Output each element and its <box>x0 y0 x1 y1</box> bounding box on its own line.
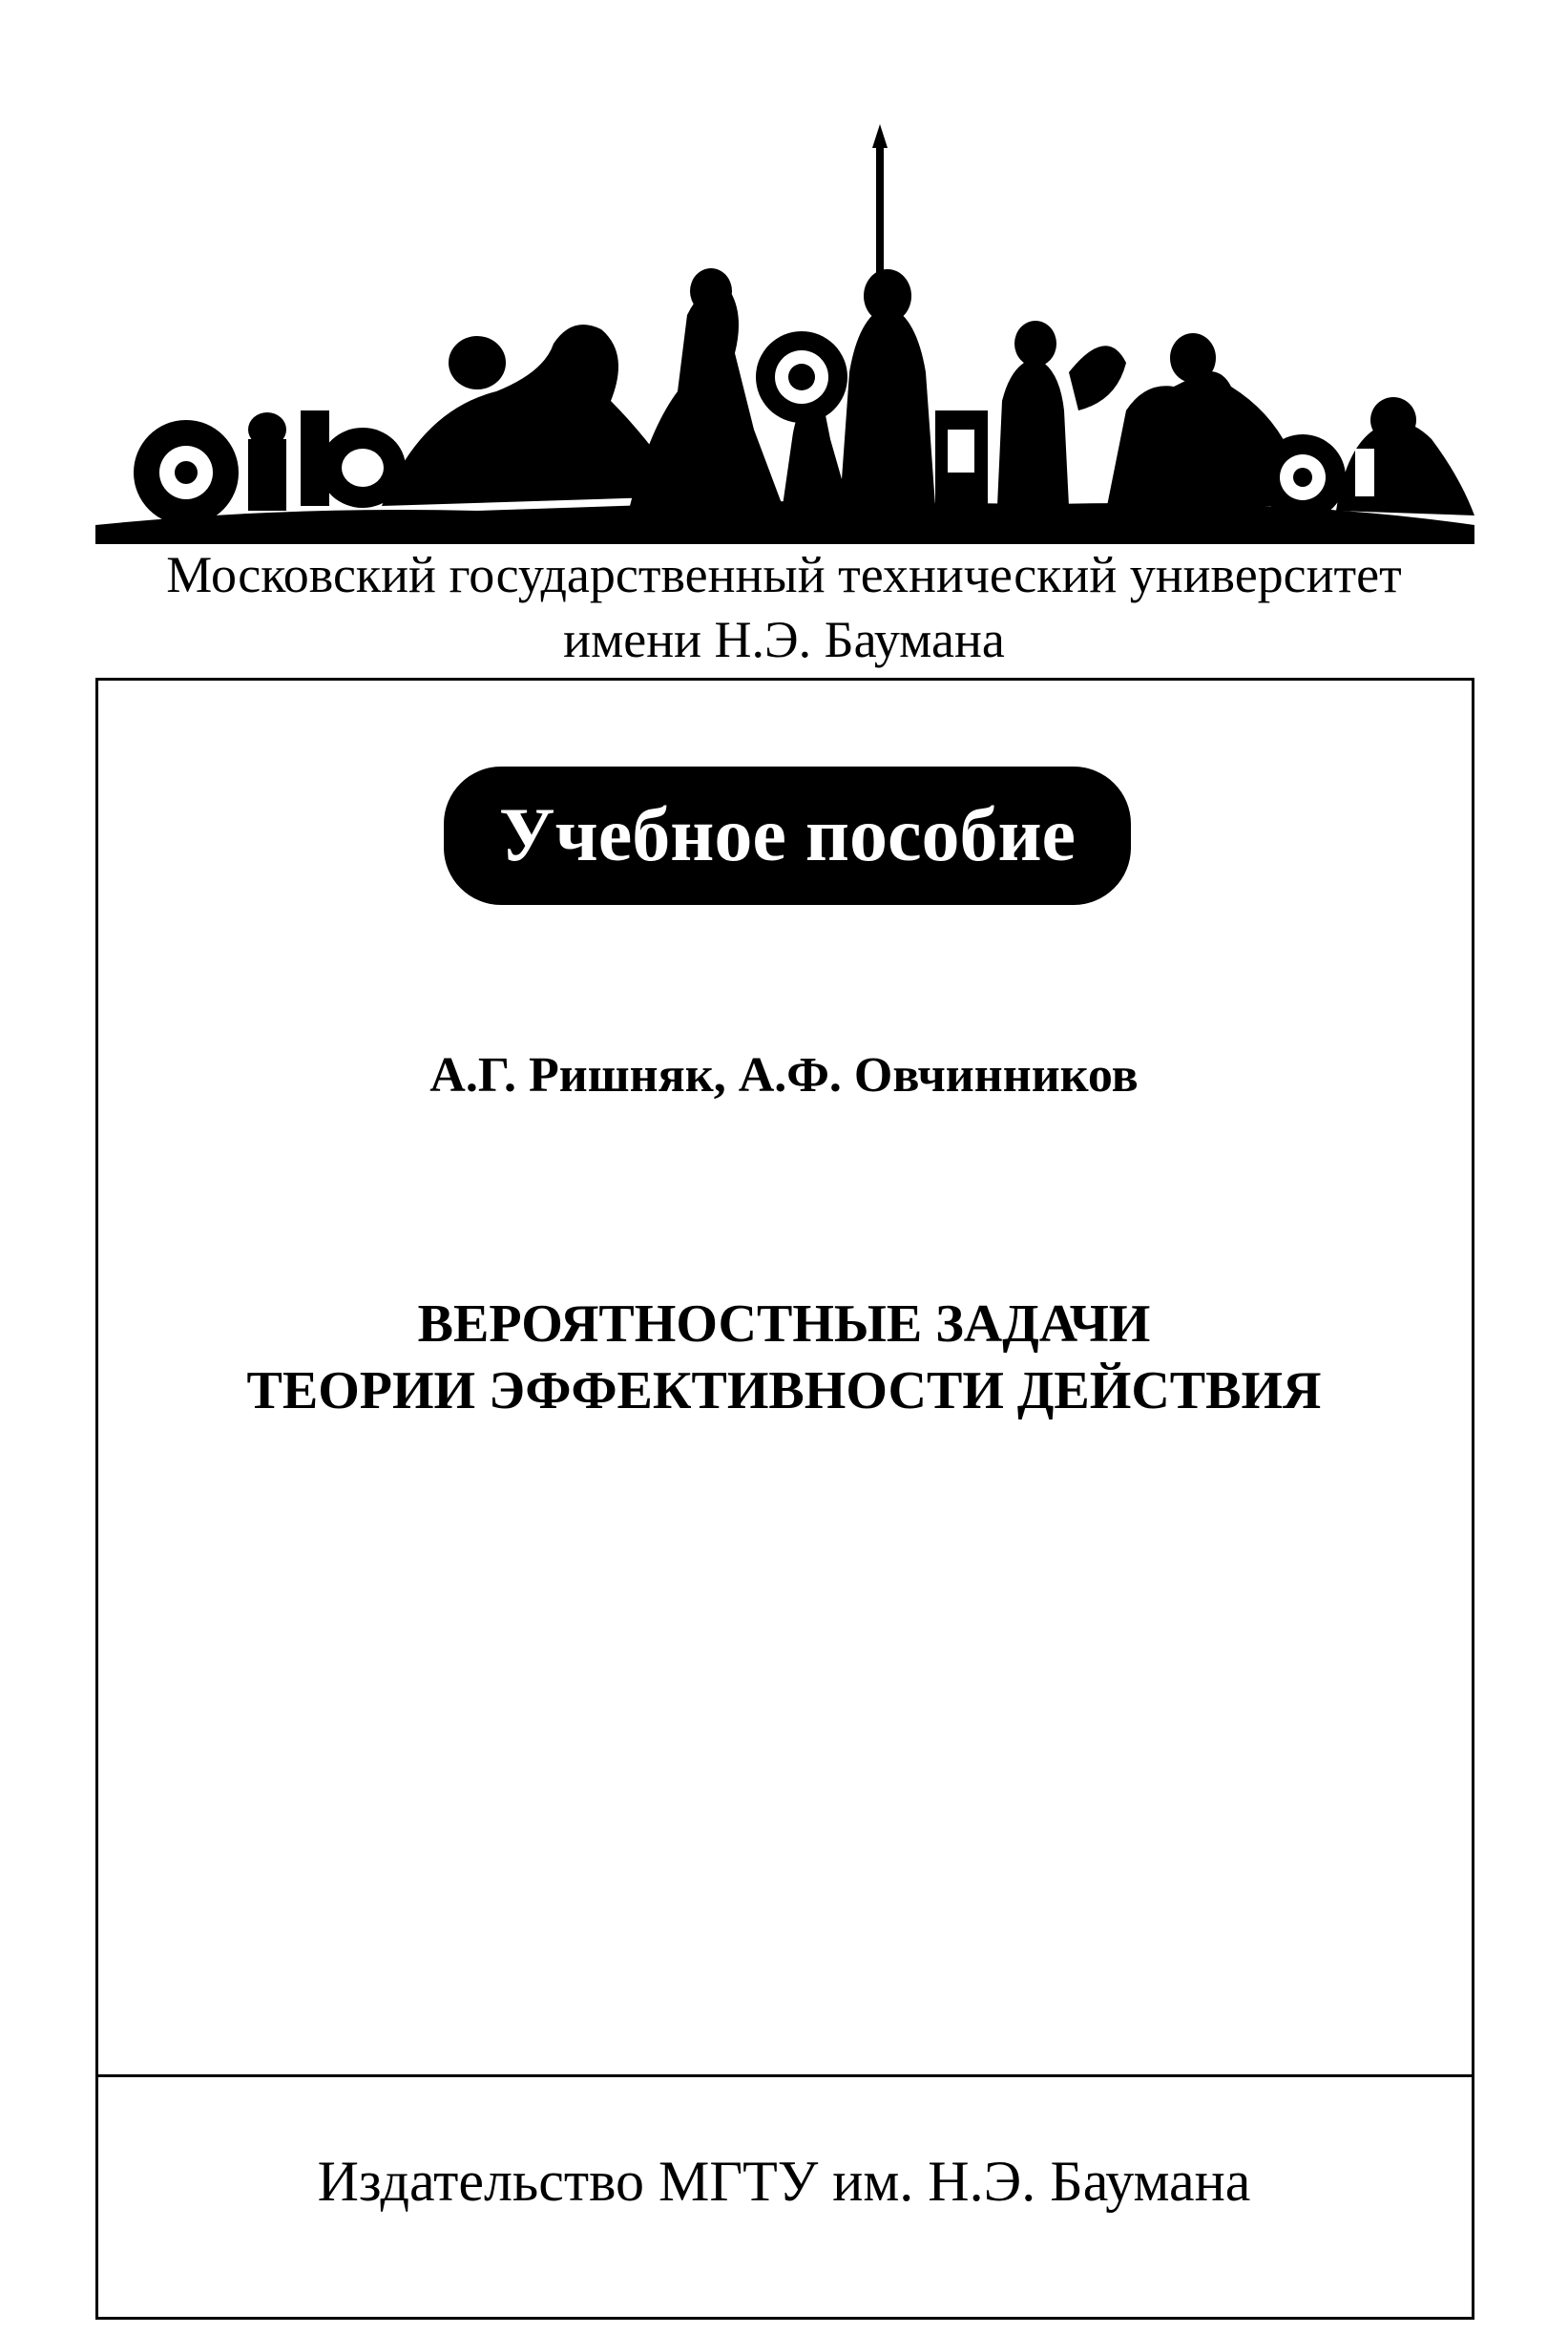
frame-divider <box>95 2074 1474 2077</box>
cover-frame <box>95 678 1474 2320</box>
book-title-line2: ТЕОРИИ ЭФФЕКТИВНОСТИ ДЕЙСТВИЯ <box>246 1361 1322 1420</box>
textbook-badge <box>444 767 1131 905</box>
sculptural-frieze-icon <box>95 124 1474 544</box>
university-name-line1: Московский государственный технический университет <box>166 546 1402 603</box>
badge-label: Учебное пособие <box>498 793 1077 877</box>
university-name-line2: имени Н.Э. Баумана <box>563 611 1005 668</box>
publisher: Издательство МГТУ им. Н.Э. Баумана <box>317 2150 1251 2213</box>
authors: А.Г. Ришняк, А.Ф. Овчинников <box>429 1048 1139 1103</box>
book-title-line1: ВЕРОЯТНОСТНЫЕ ЗАДАЧИ <box>417 1294 1151 1354</box>
